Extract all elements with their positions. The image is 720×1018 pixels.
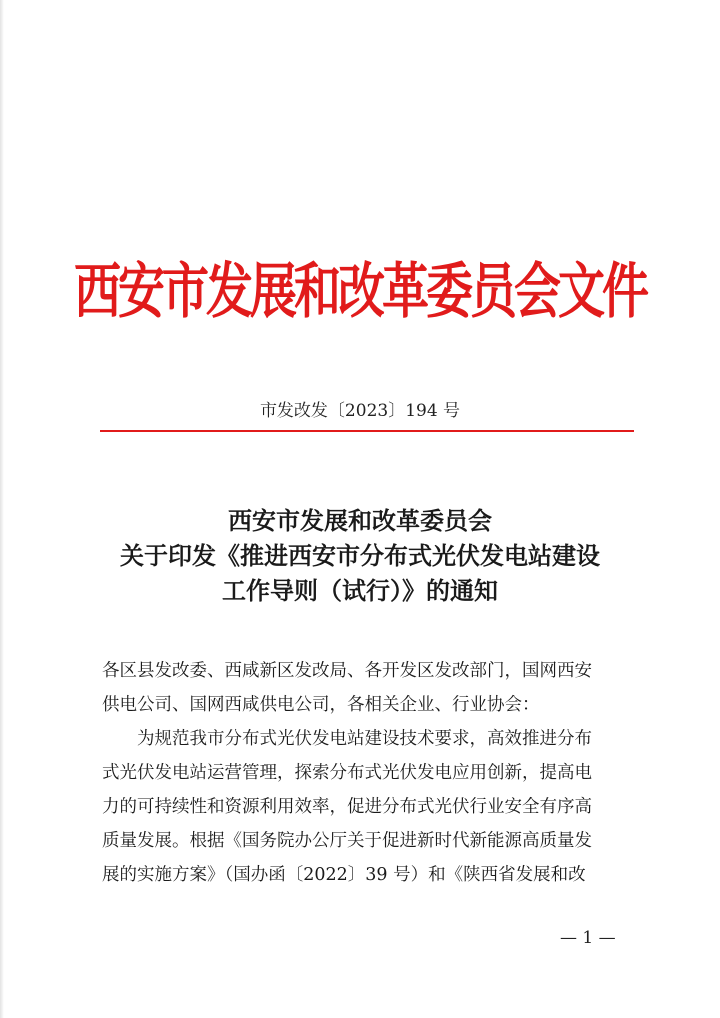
notice-title-line-3: 工作导则（试行）》的通知	[222, 576, 498, 605]
page-number: — 1 —	[560, 928, 616, 948]
body-text	[102, 654, 632, 892]
notice-title-line-1: 西安市发展和改革委员会	[228, 506, 492, 535]
paragraph-line-4: 质量发展。根据《国务院办公厅关于促进新时代新能源高质量发	[102, 831, 592, 851]
paragraph-line-1: 为规范我市分布式光伏发电站建设技术要求，高效推进分布	[137, 729, 592, 749]
addressee-line-2: 供电公司、国网西咸供电公司，各相关企业、行业协会：	[102, 695, 540, 715]
masthead-title: 西安市发展和改革委员会文件	[74, 256, 646, 328]
red-separator-line	[100, 430, 634, 432]
notice-title	[0, 503, 720, 608]
paragraph-line-2: 式光伏发电站运营管理，探索分布式光伏发电应用创新，提高电	[102, 763, 592, 783]
paragraph-line-5: 展的实施方案》（国办函〔2022〕39 号）和《陕西省发展和改	[102, 865, 586, 885]
document-number: 市发改发〔2023〕194 号	[259, 401, 461, 421]
notice-title-line-2: 关于印发《推进西安市分布式光伏发电站建设	[120, 541, 600, 570]
paragraph-line-3: 力的可持续性和资源利用效率，促进分布式光伏行业安全有序高	[102, 797, 592, 817]
addressee-line-1: 各区县发改委、西咸新区发改局、各开发区发改部门，国网西安	[102, 661, 592, 681]
